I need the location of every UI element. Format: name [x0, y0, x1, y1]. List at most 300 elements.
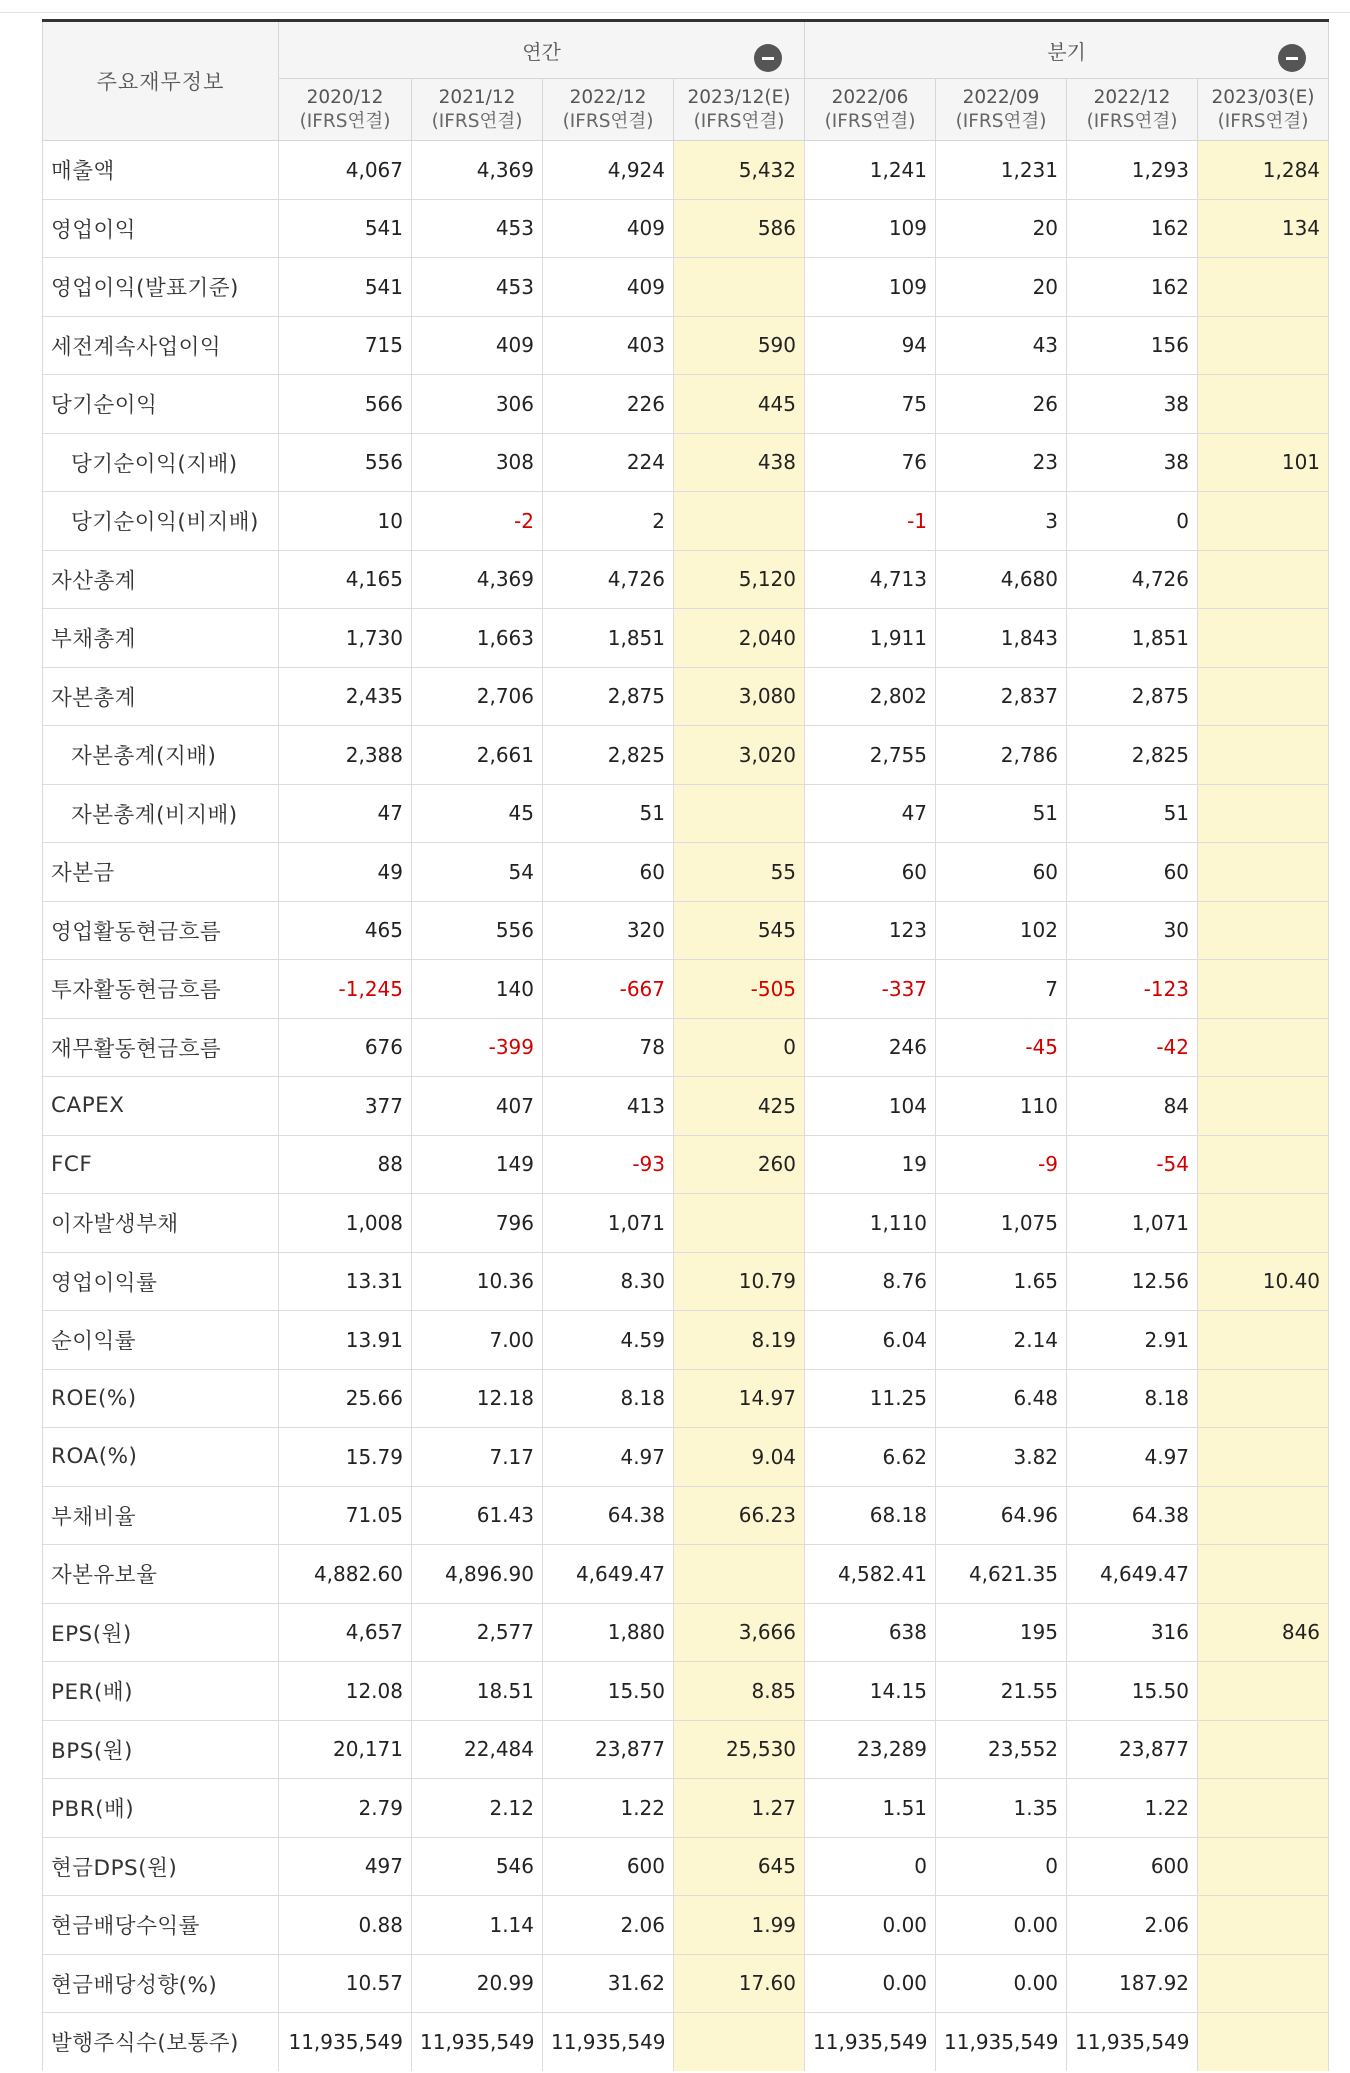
table-cell: 1.35 [936, 1779, 1067, 1838]
table-cell: 0 [936, 1837, 1067, 1896]
table-cell: 2,837 [936, 667, 1067, 726]
table-cell: 4,882.60 [279, 1545, 412, 1604]
period-header [279, 79, 412, 141]
row-label: 현금DPS(원) [43, 1837, 279, 1896]
row-label: PBR(배) [43, 1779, 279, 1838]
table-cell: 600 [1067, 1837, 1198, 1896]
table-cell: 4.97 [1067, 1428, 1198, 1487]
table-cell: 497 [279, 1837, 412, 1896]
table-cell: 541 [279, 199, 412, 258]
table-cell: 465 [279, 901, 412, 960]
table-cell: 55 [674, 843, 805, 902]
table-cell: -505 [674, 960, 805, 1019]
table-cell: 8.18 [543, 1369, 674, 1428]
table-row [43, 550, 1329, 609]
table-cell: 316 [1067, 1603, 1198, 1662]
table-cell: 88 [279, 1135, 412, 1194]
table-cell: 123 [805, 901, 936, 960]
row-label: 자본총계(비지배) [43, 784, 279, 843]
table-cell: 10 [279, 492, 412, 551]
table-row [43, 667, 1329, 726]
table-cell [674, 1545, 805, 1604]
table-cell [1198, 1662, 1329, 1721]
table-cell: 8.30 [543, 1252, 674, 1311]
table-cell [1198, 1954, 1329, 2013]
table-cell: 403 [543, 316, 674, 375]
table-row [43, 1545, 1329, 1604]
table-cell: 84 [1067, 1077, 1198, 1136]
table-cell: 2.79 [279, 1779, 412, 1838]
row-label: CAPEX [43, 1077, 279, 1136]
table-cell: 413 [543, 1077, 674, 1136]
table-cell: 4,165 [279, 550, 412, 609]
table-cell: 19 [805, 1135, 936, 1194]
table-cell: 8.18 [1067, 1369, 1198, 1428]
table-cell [1198, 550, 1329, 609]
table-cell: 6.48 [936, 1369, 1067, 1428]
table-cell: 195 [936, 1603, 1067, 1662]
table-cell: 1.22 [543, 1779, 674, 1838]
table-cell: 43 [936, 316, 1067, 375]
period-header [1198, 79, 1329, 141]
quarter-group-header [805, 21, 1329, 79]
table-cell: 566 [279, 375, 412, 434]
table-cell: -667 [543, 960, 674, 1019]
table-cell: -399 [412, 1018, 543, 1077]
table-cell: -93 [543, 1135, 674, 1194]
financial-summary-panel [42, 19, 1328, 2071]
row-label: 영업이익(발표기준) [43, 258, 279, 317]
table-cell: 47 [279, 784, 412, 843]
period-date: 2022/06 [831, 86, 909, 108]
table-cell: 12.08 [279, 1662, 412, 1721]
table-cell: 796 [412, 1194, 543, 1253]
table-cell: 17.60 [674, 1954, 805, 2013]
table-cell: 1.22 [1067, 1779, 1198, 1838]
table-cell: 4.59 [543, 1311, 674, 1370]
table-row [43, 1837, 1329, 1896]
row-label: 부채총계 [43, 609, 279, 668]
table-row [43, 1252, 1329, 1311]
table-cell: 18.51 [412, 1662, 543, 1721]
table-row [43, 433, 1329, 492]
period-date: 2023/03(E) [1211, 86, 1315, 108]
table-cell: 7.00 [412, 1311, 543, 1370]
table-row [43, 1369, 1329, 1428]
table-cell: 546 [412, 1837, 543, 1896]
row-label: 현금배당성향(%) [43, 1954, 279, 2013]
table-cell: 162 [1067, 199, 1198, 258]
table-cell: 51 [1067, 784, 1198, 843]
period-date: 2022/12 [569, 86, 647, 108]
table-cell: 10.40 [1198, 1252, 1329, 1311]
table-cell: 11,935,549 [412, 2013, 543, 2071]
table-cell: 10.36 [412, 1252, 543, 1311]
table-cell [1198, 1194, 1329, 1253]
table-cell: 30 [1067, 901, 1198, 960]
table-cell: 1,663 [412, 609, 543, 668]
table-row [43, 726, 1329, 785]
table-row [43, 843, 1329, 902]
table-cell: 3,080 [674, 667, 805, 726]
row-label: 당기순이익(비지배) [43, 492, 279, 551]
period-basis: (IFRS연결) [955, 110, 1047, 132]
table-cell: 9.04 [674, 1428, 805, 1487]
table-row [43, 901, 1329, 960]
table-cell [1198, 901, 1329, 960]
period-basis: (IFRS연결) [824, 110, 916, 132]
row-label: 세전계속사업이익 [43, 316, 279, 375]
row-label: FCF [43, 1135, 279, 1194]
period-basis: (IFRS연결) [299, 110, 391, 132]
table-cell: 556 [279, 433, 412, 492]
table-cell: 4,649.47 [543, 1545, 674, 1604]
table-cell: 2 [543, 492, 674, 551]
table-cell: 11.25 [805, 1369, 936, 1428]
table-cell: 8.19 [674, 1311, 805, 1370]
table-cell: 109 [805, 258, 936, 317]
table-cell: 23,552 [936, 1720, 1067, 1779]
table-cell: 306 [412, 375, 543, 434]
table-cell: 64.38 [1067, 1486, 1198, 1545]
table-cell: 1.99 [674, 1896, 805, 1955]
table-cell: 15.50 [1067, 1662, 1198, 1721]
table-cell [674, 784, 805, 843]
table-row [43, 1896, 1329, 1955]
table-cell [1198, 960, 1329, 1019]
table-cell: 2.06 [1067, 1896, 1198, 1955]
table-cell: 2,825 [543, 726, 674, 785]
table-cell: 45 [412, 784, 543, 843]
table-row [43, 1018, 1329, 1077]
table-cell: 4,657 [279, 1603, 412, 1662]
table-cell: 0 [1067, 492, 1198, 551]
table-cell: 1,071 [1067, 1194, 1198, 1253]
table-cell [674, 1194, 805, 1253]
table-cell: 445 [674, 375, 805, 434]
table-cell: 60 [936, 843, 1067, 902]
table-cell: 4,369 [412, 141, 543, 200]
table-cell: 1,241 [805, 141, 936, 200]
table-cell: 2,706 [412, 667, 543, 726]
table-cell: 2.91 [1067, 1311, 1198, 1370]
table-cell: 4,713 [805, 550, 936, 609]
table-cell: 64.38 [543, 1486, 674, 1545]
table-cell [1198, 1837, 1329, 1896]
period-header [674, 79, 805, 141]
table-cell: 453 [412, 258, 543, 317]
table-row [43, 492, 1329, 551]
annual-group-label: 연간 [522, 39, 561, 64]
table-cell: 1,075 [936, 1194, 1067, 1253]
table-cell: 2,388 [279, 726, 412, 785]
table-cell: 377 [279, 1077, 412, 1136]
row-label: 매출액 [43, 141, 279, 200]
quarter-group-label: 분기 [1047, 39, 1086, 64]
row-label: 현금배당수익률 [43, 1896, 279, 1955]
table-cell: -1,245 [279, 960, 412, 1019]
table-cell: 4,067 [279, 141, 412, 200]
table-row [43, 1486, 1329, 1545]
row-label: 부채비율 [43, 1486, 279, 1545]
table-cell [1198, 1896, 1329, 1955]
table-cell: 25,530 [674, 1720, 805, 1779]
table-cell [1198, 1018, 1329, 1077]
table-cell: 715 [279, 316, 412, 375]
table-cell: 60 [543, 843, 674, 902]
table-cell: 2.14 [936, 1311, 1067, 1370]
table-cell: 38 [1067, 375, 1198, 434]
table-cell: 4.97 [543, 1428, 674, 1487]
table-row [43, 2013, 1329, 2071]
table-cell: 1,730 [279, 609, 412, 668]
financial-summary-table [42, 19, 1329, 2071]
table-cell [674, 258, 805, 317]
row-label: 재무활동현금흐름 [43, 1018, 279, 1077]
table-cell: 20,171 [279, 1720, 412, 1779]
table-cell: 11,935,549 [1067, 2013, 1198, 2071]
table-cell: 2,577 [412, 1603, 543, 1662]
table-cell: 2,802 [805, 667, 936, 726]
table-cell: 10.57 [279, 1954, 412, 2013]
table-cell: 556 [412, 901, 543, 960]
table-cell: 308 [412, 433, 543, 492]
table-cell: 49 [279, 843, 412, 902]
table-cell: 1,851 [1067, 609, 1198, 668]
table-cell: 2,786 [936, 726, 1067, 785]
quarter-collapse-minus-icon[interactable] [1278, 44, 1306, 72]
table-cell: 0.00 [805, 1954, 936, 2013]
table-cell [1198, 258, 1329, 317]
table-cell: 11,935,549 [279, 2013, 412, 2071]
period-header [936, 79, 1067, 141]
table-cell [1198, 1486, 1329, 1545]
table-cell: -45 [936, 1018, 1067, 1077]
table-cell: 600 [543, 1837, 674, 1896]
table-cell: 23,289 [805, 1720, 936, 1779]
row-label: PER(배) [43, 1662, 279, 1721]
table-cell: 8.85 [674, 1662, 805, 1721]
row-label: 자본총계 [43, 667, 279, 726]
table-cell: 13.91 [279, 1311, 412, 1370]
period-date: 2023/12(E) [687, 86, 791, 108]
table-cell [674, 492, 805, 551]
annual-group-header [279, 21, 805, 79]
table-cell [1198, 726, 1329, 785]
table-cell: 590 [674, 316, 805, 375]
period-header [543, 79, 674, 141]
row-label: ROE(%) [43, 1369, 279, 1428]
table-row [43, 960, 1329, 1019]
top-divider [0, 12, 1350, 13]
period-date: 2021/12 [438, 86, 516, 108]
table-cell: 21.55 [936, 1662, 1067, 1721]
table-cell: 23,877 [543, 1720, 674, 1779]
table-cell [1198, 784, 1329, 843]
table-cell: 6.04 [805, 1311, 936, 1370]
table-cell: 15.50 [543, 1662, 674, 1721]
table-cell: 1,293 [1067, 141, 1198, 200]
table-cell: 1,284 [1198, 141, 1329, 200]
table-cell: 22,484 [412, 1720, 543, 1779]
table-cell: 2,825 [1067, 726, 1198, 785]
table-cell: 3.82 [936, 1428, 1067, 1487]
table-row [43, 1779, 1329, 1838]
table-cell [1198, 1779, 1329, 1838]
table-cell: 638 [805, 1603, 936, 1662]
table-cell: 226 [543, 375, 674, 434]
table-cell: 846 [1198, 1603, 1329, 1662]
table-cell: 545 [674, 901, 805, 960]
table-cell: 54 [412, 843, 543, 902]
table-cell: 2,435 [279, 667, 412, 726]
table-cell: 676 [279, 1018, 412, 1077]
table-cell: 104 [805, 1077, 936, 1136]
table-cell: 20 [936, 258, 1067, 317]
table-cell: 0 [674, 1018, 805, 1077]
period-basis: (IFRS연결) [431, 110, 523, 132]
table-row [43, 1603, 1329, 1662]
table-cell: 4,896.90 [412, 1545, 543, 1604]
table-cell: 26 [936, 375, 1067, 434]
period-header [1067, 79, 1198, 141]
period-basis: (IFRS연결) [562, 110, 654, 132]
table-cell: 140 [412, 960, 543, 1019]
table-cell: 1,851 [543, 609, 674, 668]
table-cell: 224 [543, 433, 674, 492]
table-cell: 246 [805, 1018, 936, 1077]
table-cell: 31.62 [543, 1954, 674, 2013]
table-cell: 23 [936, 433, 1067, 492]
table-cell: 409 [412, 316, 543, 375]
table-cell: 11,935,549 [543, 2013, 674, 2071]
table-cell: 20 [936, 199, 1067, 258]
table-cell: 1.27 [674, 1779, 805, 1838]
table-row [43, 258, 1329, 317]
table-row [43, 316, 1329, 375]
table-cell: 51 [543, 784, 674, 843]
period-header [412, 79, 543, 141]
table-cell: 75 [805, 375, 936, 434]
row-label: 자본총계(지배) [43, 726, 279, 785]
table-cell [1198, 316, 1329, 375]
table-cell: -42 [1067, 1018, 1198, 1077]
table-cell: 94 [805, 316, 936, 375]
table-cell: 7.17 [412, 1428, 543, 1487]
table-cell: 1,911 [805, 609, 936, 668]
table-cell: 162 [1067, 258, 1198, 317]
table-cell: 11,935,549 [805, 2013, 936, 2071]
table-cell: 110 [936, 1077, 1067, 1136]
table-cell: 8.76 [805, 1252, 936, 1311]
table-cell: 15.79 [279, 1428, 412, 1487]
row-label: 영업이익률 [43, 1252, 279, 1311]
table-cell: 1,231 [936, 141, 1067, 200]
table-cell: 1.14 [412, 1896, 543, 1955]
table-cell [1198, 1428, 1329, 1487]
row-label: 순이익률 [43, 1311, 279, 1370]
table-cell [1198, 1369, 1329, 1428]
table-cell [1198, 843, 1329, 902]
table-cell: 5,120 [674, 550, 805, 609]
table-cell: 12.18 [412, 1369, 543, 1428]
table-cell [1198, 1545, 1329, 1604]
table-cell: 409 [543, 199, 674, 258]
table-cell: 12.56 [1067, 1252, 1198, 1311]
table-cell: 60 [805, 843, 936, 902]
row-label: 이자발생부채 [43, 1194, 279, 1253]
table-cell: 14.15 [805, 1662, 936, 1721]
table-cell [1198, 667, 1329, 726]
table-cell: 66.23 [674, 1486, 805, 1545]
period-date: 2020/12 [306, 86, 384, 108]
table-cell [1198, 1720, 1329, 1779]
table-cell: -9 [936, 1135, 1067, 1194]
table-cell: 1.65 [936, 1252, 1067, 1311]
table-cell: -2 [412, 492, 543, 551]
table-cell: 2,875 [543, 667, 674, 726]
table-cell: 2.12 [412, 1779, 543, 1838]
table-cell: 23,877 [1067, 1720, 1198, 1779]
table-cell: 101 [1198, 433, 1329, 492]
period-date: 2022/09 [962, 86, 1040, 108]
table-cell [674, 2013, 805, 2071]
table-row [43, 784, 1329, 843]
table-cell: 1,008 [279, 1194, 412, 1253]
table-cell: 2.06 [543, 1896, 674, 1955]
table-cell: 71.05 [279, 1486, 412, 1545]
table-cell: 4,924 [543, 141, 674, 200]
table-cell: 645 [674, 1837, 805, 1896]
table-row [43, 1194, 1329, 1253]
table-corner-title: 주요재무정보 [43, 21, 279, 141]
table-row [43, 1720, 1329, 1779]
table-cell: 68.18 [805, 1486, 936, 1545]
table-cell: 260 [674, 1135, 805, 1194]
period-basis: (IFRS연결) [1086, 110, 1178, 132]
table-cell: 2,040 [674, 609, 805, 668]
annual-collapse-minus-icon[interactable] [754, 44, 782, 72]
table-row [43, 1662, 1329, 1721]
table-cell: 51 [936, 784, 1067, 843]
row-label: 영업활동현금흐름 [43, 901, 279, 960]
period-header [805, 79, 936, 141]
table-cell: 156 [1067, 316, 1198, 375]
table-cell: 0.00 [805, 1896, 936, 1955]
table-cell: 109 [805, 199, 936, 258]
table-cell: 0.88 [279, 1896, 412, 1955]
table-row [43, 1954, 1329, 2013]
table-cell: 2,875 [1067, 667, 1198, 726]
table-cell: 25.66 [279, 1369, 412, 1428]
table-cell: 2,755 [805, 726, 936, 785]
table-cell: 13.31 [279, 1252, 412, 1311]
table-cell: 0.00 [936, 1896, 1067, 1955]
table-cell: 134 [1198, 199, 1329, 258]
table-cell [1198, 609, 1329, 668]
header-row-groups [43, 21, 1329, 79]
table-cell: 1,880 [543, 1603, 674, 1662]
row-label: ROA(%) [43, 1428, 279, 1487]
table-row [43, 1135, 1329, 1194]
table-cell: 1,071 [543, 1194, 674, 1253]
table-cell: 10.79 [674, 1252, 805, 1311]
table-cell: 102 [936, 901, 1067, 960]
table-cell: 60 [1067, 843, 1198, 902]
table-cell [1198, 1311, 1329, 1370]
table-cell: -1 [805, 492, 936, 551]
table-cell: -54 [1067, 1135, 1198, 1194]
